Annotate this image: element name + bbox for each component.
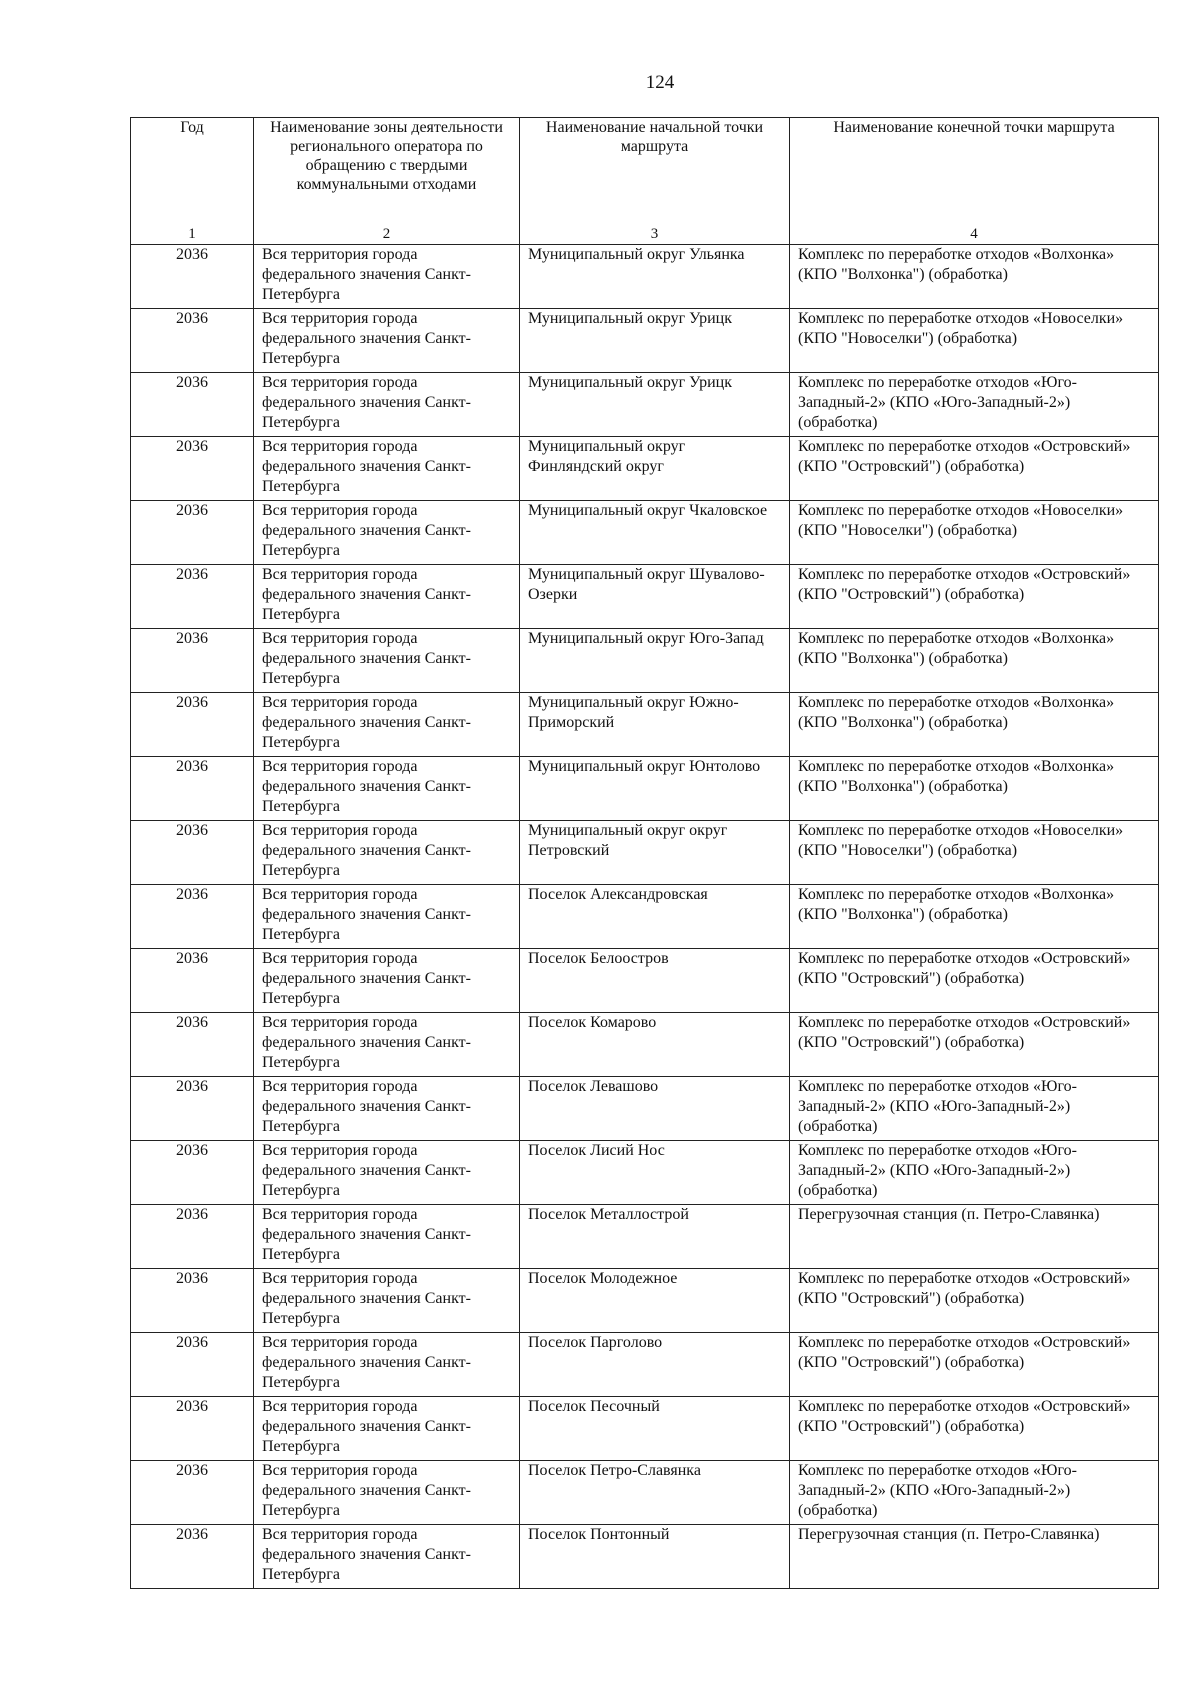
- cell-end-point: Комплекс по переработке отходов «Новоселки» (КПО "Новоселки") (обработка): [790, 309, 1159, 373]
- cell-start-point: Муниципальный округ Урицк: [520, 309, 790, 373]
- cell-start-point: Муниципальный округ Юнтолово: [520, 757, 790, 821]
- cell-start-point: Муниципальный округ Чкаловское: [520, 501, 790, 565]
- cell-start-point: Поселок Металлострой: [520, 1205, 790, 1269]
- cell-year: 2036: [131, 885, 254, 949]
- column-number-3: 3: [520, 225, 790, 245]
- table-row: [131, 1397, 1159, 1461]
- cell-end-point: Комплекс по переработке отходов «Юго-Западный-2» (КПО «Юго-Западный-2») (обработка): [790, 373, 1159, 437]
- header-year: Год: [131, 118, 254, 226]
- cell-end-point: Перегрузочная станция (п. Петро-Славянка): [790, 1525, 1159, 1589]
- header-end-point: Наименование конечной точки маршрута: [790, 118, 1159, 226]
- cell-end-point: Комплекс по переработке отходов «Островский» (КПО "Островский") (обработка): [790, 949, 1159, 1013]
- table-row: [131, 245, 1159, 309]
- cell-year: 2036: [131, 565, 254, 629]
- cell-start-point: Муниципальный округ Урицк: [520, 373, 790, 437]
- cell-year: 2036: [131, 309, 254, 373]
- cell-zone: Вся территория города федерального значения Санкт-Петербурга: [254, 629, 520, 693]
- header-zone: Наименование зоны деятельности регионального оператора по обращению с твердыми коммунальными отходами: [254, 118, 520, 226]
- table-row: [131, 437, 1159, 501]
- cell-year: 2036: [131, 1205, 254, 1269]
- cell-end-point: Комплекс по переработке отходов «Новоселки» (КПО "Новоселки") (обработка): [790, 821, 1159, 885]
- cell-end-point: Перегрузочная станция (п. Петро-Славянка): [790, 1205, 1159, 1269]
- cell-zone: Вся территория города федерального значения Санкт-Петербурга: [254, 757, 520, 821]
- cell-zone: Вся территория города федерального значения Санкт-Петербурга: [254, 1397, 520, 1461]
- table-row: [131, 1333, 1159, 1397]
- cell-zone: Вся территория города федерального значения Санкт-Петербурга: [254, 1461, 520, 1525]
- cell-start-point: Поселок Комарово: [520, 1013, 790, 1077]
- cell-year: 2036: [131, 693, 254, 757]
- table-row: [131, 501, 1159, 565]
- cell-start-point: Поселок Лисий Нос: [520, 1141, 790, 1205]
- cell-end-point: Комплекс по переработке отходов «Островский» (КПО "Островский") (обработка): [790, 1013, 1159, 1077]
- cell-end-point: Комплекс по переработке отходов «Юго-Западный-2» (КПО «Юго-Западный-2») (обработка): [790, 1461, 1159, 1525]
- cell-start-point: Муниципальный округ Финляндский округ: [520, 437, 790, 501]
- cell-end-point: Комплекс по переработке отходов «Островский» (КПО "Островский") (обработка): [790, 1269, 1159, 1333]
- table-row: [131, 821, 1159, 885]
- column-number-2: 2: [254, 225, 520, 245]
- cell-zone: Вся территория города федерального значения Санкт-Петербурга: [254, 821, 520, 885]
- cell-year: 2036: [131, 1461, 254, 1525]
- cell-zone: Вся территория города федерального значения Санкт-Петербурга: [254, 1205, 520, 1269]
- cell-end-point: Комплекс по переработке отходов «Островский» (КПО "Островский") (обработка): [790, 1397, 1159, 1461]
- cell-start-point: Поселок Левашово: [520, 1077, 790, 1141]
- cell-year: 2036: [131, 821, 254, 885]
- table-row: [131, 309, 1159, 373]
- cell-zone: Вся территория города федерального значения Санкт-Петербурга: [254, 309, 520, 373]
- cell-year: 2036: [131, 501, 254, 565]
- table-row: [131, 1525, 1159, 1589]
- table-row: [131, 1077, 1159, 1141]
- cell-year: 2036: [131, 949, 254, 1013]
- table-row: [131, 693, 1159, 757]
- cell-start-point: Муниципальный округ Юго-Запад: [520, 629, 790, 693]
- cell-zone: Вся территория города федерального значения Санкт-Петербурга: [254, 949, 520, 1013]
- cell-year: 2036: [131, 437, 254, 501]
- cell-year: 2036: [131, 1397, 254, 1461]
- cell-zone: Вся территория города федерального значения Санкт-Петербурга: [254, 245, 520, 309]
- cell-start-point: Муниципальный округ Шувалово-Озерки: [520, 565, 790, 629]
- cell-year: 2036: [131, 1141, 254, 1205]
- cell-year: 2036: [131, 1077, 254, 1141]
- cell-zone: Вся территория города федерального значения Санкт-Петербурга: [254, 1525, 520, 1589]
- cell-zone: Вся территория города федерального значения Санкт-Петербурга: [254, 373, 520, 437]
- cell-year: 2036: [131, 757, 254, 821]
- cell-zone: Вся территория города федерального значения Санкт-Петербурга: [254, 437, 520, 501]
- cell-end-point: Комплекс по переработке отходов «Островский» (КПО "Островский") (обработка): [790, 565, 1159, 629]
- cell-start-point: Поселок Песочный: [520, 1397, 790, 1461]
- cell-year: 2036: [131, 245, 254, 309]
- cell-start-point: Муниципальный округ Ульянка: [520, 245, 790, 309]
- cell-end-point: Комплекс по переработке отходов «Юго-Западный-2» (КПО «Юго-Западный-2») (обработка): [790, 1141, 1159, 1205]
- cell-end-point: Комплекс по переработке отходов «Островский» (КПО "Островский") (обработка): [790, 1333, 1159, 1397]
- table-body: [131, 245, 1159, 1589]
- cell-end-point: Комплекс по переработке отходов «Островский» (КПО "Островский") (обработка): [790, 437, 1159, 501]
- cell-zone: Вся территория города федерального значения Санкт-Петербурга: [254, 1077, 520, 1141]
- cell-start-point: Поселок Петро-Славянка: [520, 1461, 790, 1525]
- cell-end-point: Комплекс по переработке отходов «Волхонка» (КПО "Волхонка") (обработка): [790, 245, 1159, 309]
- cell-year: 2036: [131, 629, 254, 693]
- cell-end-point: Комплекс по переработке отходов «Юго-Западный-2» (КПО «Юго-Западный-2») (обработка): [790, 1077, 1159, 1141]
- table-row: [131, 565, 1159, 629]
- table-row: [131, 1269, 1159, 1333]
- table-row: [131, 1013, 1159, 1077]
- table-row: [131, 1141, 1159, 1205]
- routes-table: [130, 117, 1159, 1589]
- table-row: [131, 1205, 1159, 1269]
- header-start-point: Наименование начальной точки маршрута: [520, 118, 790, 226]
- table-row: [131, 757, 1159, 821]
- cell-year: 2036: [131, 1013, 254, 1077]
- page-number: 124: [645, 72, 675, 93]
- table-row: [131, 885, 1159, 949]
- column-number-1: 1: [131, 225, 254, 245]
- cell-end-point: Комплекс по переработке отходов «Новоселки» (КПО "Новоселки") (обработка): [790, 501, 1159, 565]
- cell-year: 2036: [131, 1333, 254, 1397]
- cell-year: 2036: [131, 373, 254, 437]
- cell-zone: Вся территория города федерального значения Санкт-Петербурга: [254, 885, 520, 949]
- cell-start-point: Поселок Белоостров: [520, 949, 790, 1013]
- cell-zone: Вся территория города федерального значения Санкт-Петербурга: [254, 1269, 520, 1333]
- table-row: [131, 629, 1159, 693]
- cell-zone: Вся территория города федерального значения Санкт-Петербурга: [254, 1333, 520, 1397]
- cell-start-point: Поселок Парголово: [520, 1333, 790, 1397]
- cell-zone: Вся территория города федерального значения Санкт-Петербурга: [254, 1013, 520, 1077]
- column-number-4: 4: [790, 225, 1159, 245]
- table-header: [131, 118, 1159, 245]
- cell-start-point: Поселок Александровская: [520, 885, 790, 949]
- cell-start-point: Муниципальный округ Южно-Приморский: [520, 693, 790, 757]
- cell-end-point: Комплекс по переработке отходов «Волхонка» (КПО "Волхонка") (обработка): [790, 757, 1159, 821]
- cell-end-point: Комплекс по переработке отходов «Волхонка» (КПО "Волхонка") (обработка): [790, 693, 1159, 757]
- table-row: [131, 373, 1159, 437]
- cell-start-point: Поселок Молодежное: [520, 1269, 790, 1333]
- table-row: [131, 949, 1159, 1013]
- cell-zone: Вся территория города федерального значения Санкт-Петербурга: [254, 565, 520, 629]
- cell-start-point: Поселок Понтонный: [520, 1525, 790, 1589]
- table-row: [131, 1461, 1159, 1525]
- cell-end-point: Комплекс по переработке отходов «Волхонка» (КПО "Волхонка") (обработка): [790, 885, 1159, 949]
- cell-zone: Вся территория города федерального значения Санкт-Петербурга: [254, 1141, 520, 1205]
- cell-end-point: Комплекс по переработке отходов «Волхонка» (КПО "Волхонка") (обработка): [790, 629, 1159, 693]
- cell-zone: Вся территория города федерального значения Санкт-Петербурга: [254, 501, 520, 565]
- cell-start-point: Муниципальный округ округ Петровский: [520, 821, 790, 885]
- cell-zone: Вся территория города федерального значения Санкт-Петербурга: [254, 693, 520, 757]
- cell-year: 2036: [131, 1525, 254, 1589]
- cell-year: 2036: [131, 1269, 254, 1333]
